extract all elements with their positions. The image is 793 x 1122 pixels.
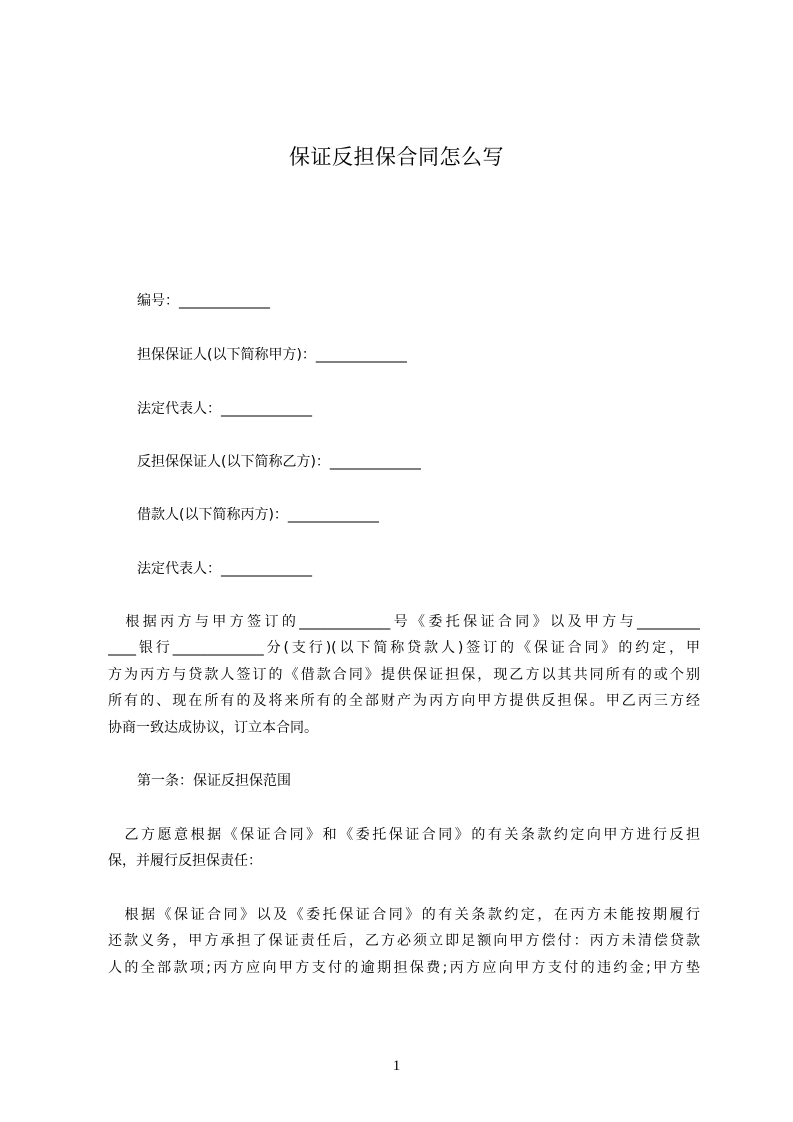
paragraph-line: 协商一致达成协议，订立本合同。 <box>108 720 318 736</box>
paragraph-line: 根据丙方与甲方签订的_____________号《委托保证合同》以及甲方与_________ <box>108 614 700 630</box>
field-legal-representative-2: 法定代表人：_____________ <box>137 561 312 577</box>
paragraph-line: 还款义务，甲方承担了保证责任后，乙方必须立即足额向甲方偿付：丙方未清偿贷款 <box>108 933 700 949</box>
paragraph-line: ____银行_____________分(支行)(以下简称贷款人)签订的《保证合同》的约定，甲 <box>108 640 700 656</box>
paragraph-line: 人的全部款项;丙方应向甲方支付的逾期担保费;丙方应向甲方支付的违约金;甲方垫 <box>108 960 700 976</box>
field-counter-guarantor: 反担保保证人(以下简称乙方)：_____________ <box>137 454 421 470</box>
paragraph-line: 所有的、现在所有的及将来所有的全部财产为丙方向甲方提供反担保。甲乙丙三方经 <box>108 693 700 709</box>
page-number: 1 <box>392 1058 401 1074</box>
paragraph-line: 根据《保证合同》以及《委托保证合同》的有关条款约定，在丙方未能按期履行 <box>108 907 700 923</box>
field-guarantor: 担保保证人(以下简称甲方)：_____________ <box>137 347 407 363</box>
paragraph-line: 方为丙方与贷款人签订的《借款合同》提供保证担保，现乙方以其共同所有的或个别 <box>108 667 700 683</box>
field-number: 编号：_____________ <box>137 293 270 309</box>
field-borrower: 借款人(以下简称丙方)：_____________ <box>137 507 379 523</box>
paragraph-line: 保，并履行反担保责任： <box>108 853 262 869</box>
document-title: 保证反担保合同怎么写 <box>289 145 504 169</box>
paragraph-line: 乙方愿意根据《保证合同》和《委托保证合同》的有关条款约定向甲方进行反担 <box>108 827 700 843</box>
article-heading: 第一条：保证反担保范围 <box>137 773 291 789</box>
field-legal-representative: 法定代表人：_____________ <box>137 401 312 417</box>
